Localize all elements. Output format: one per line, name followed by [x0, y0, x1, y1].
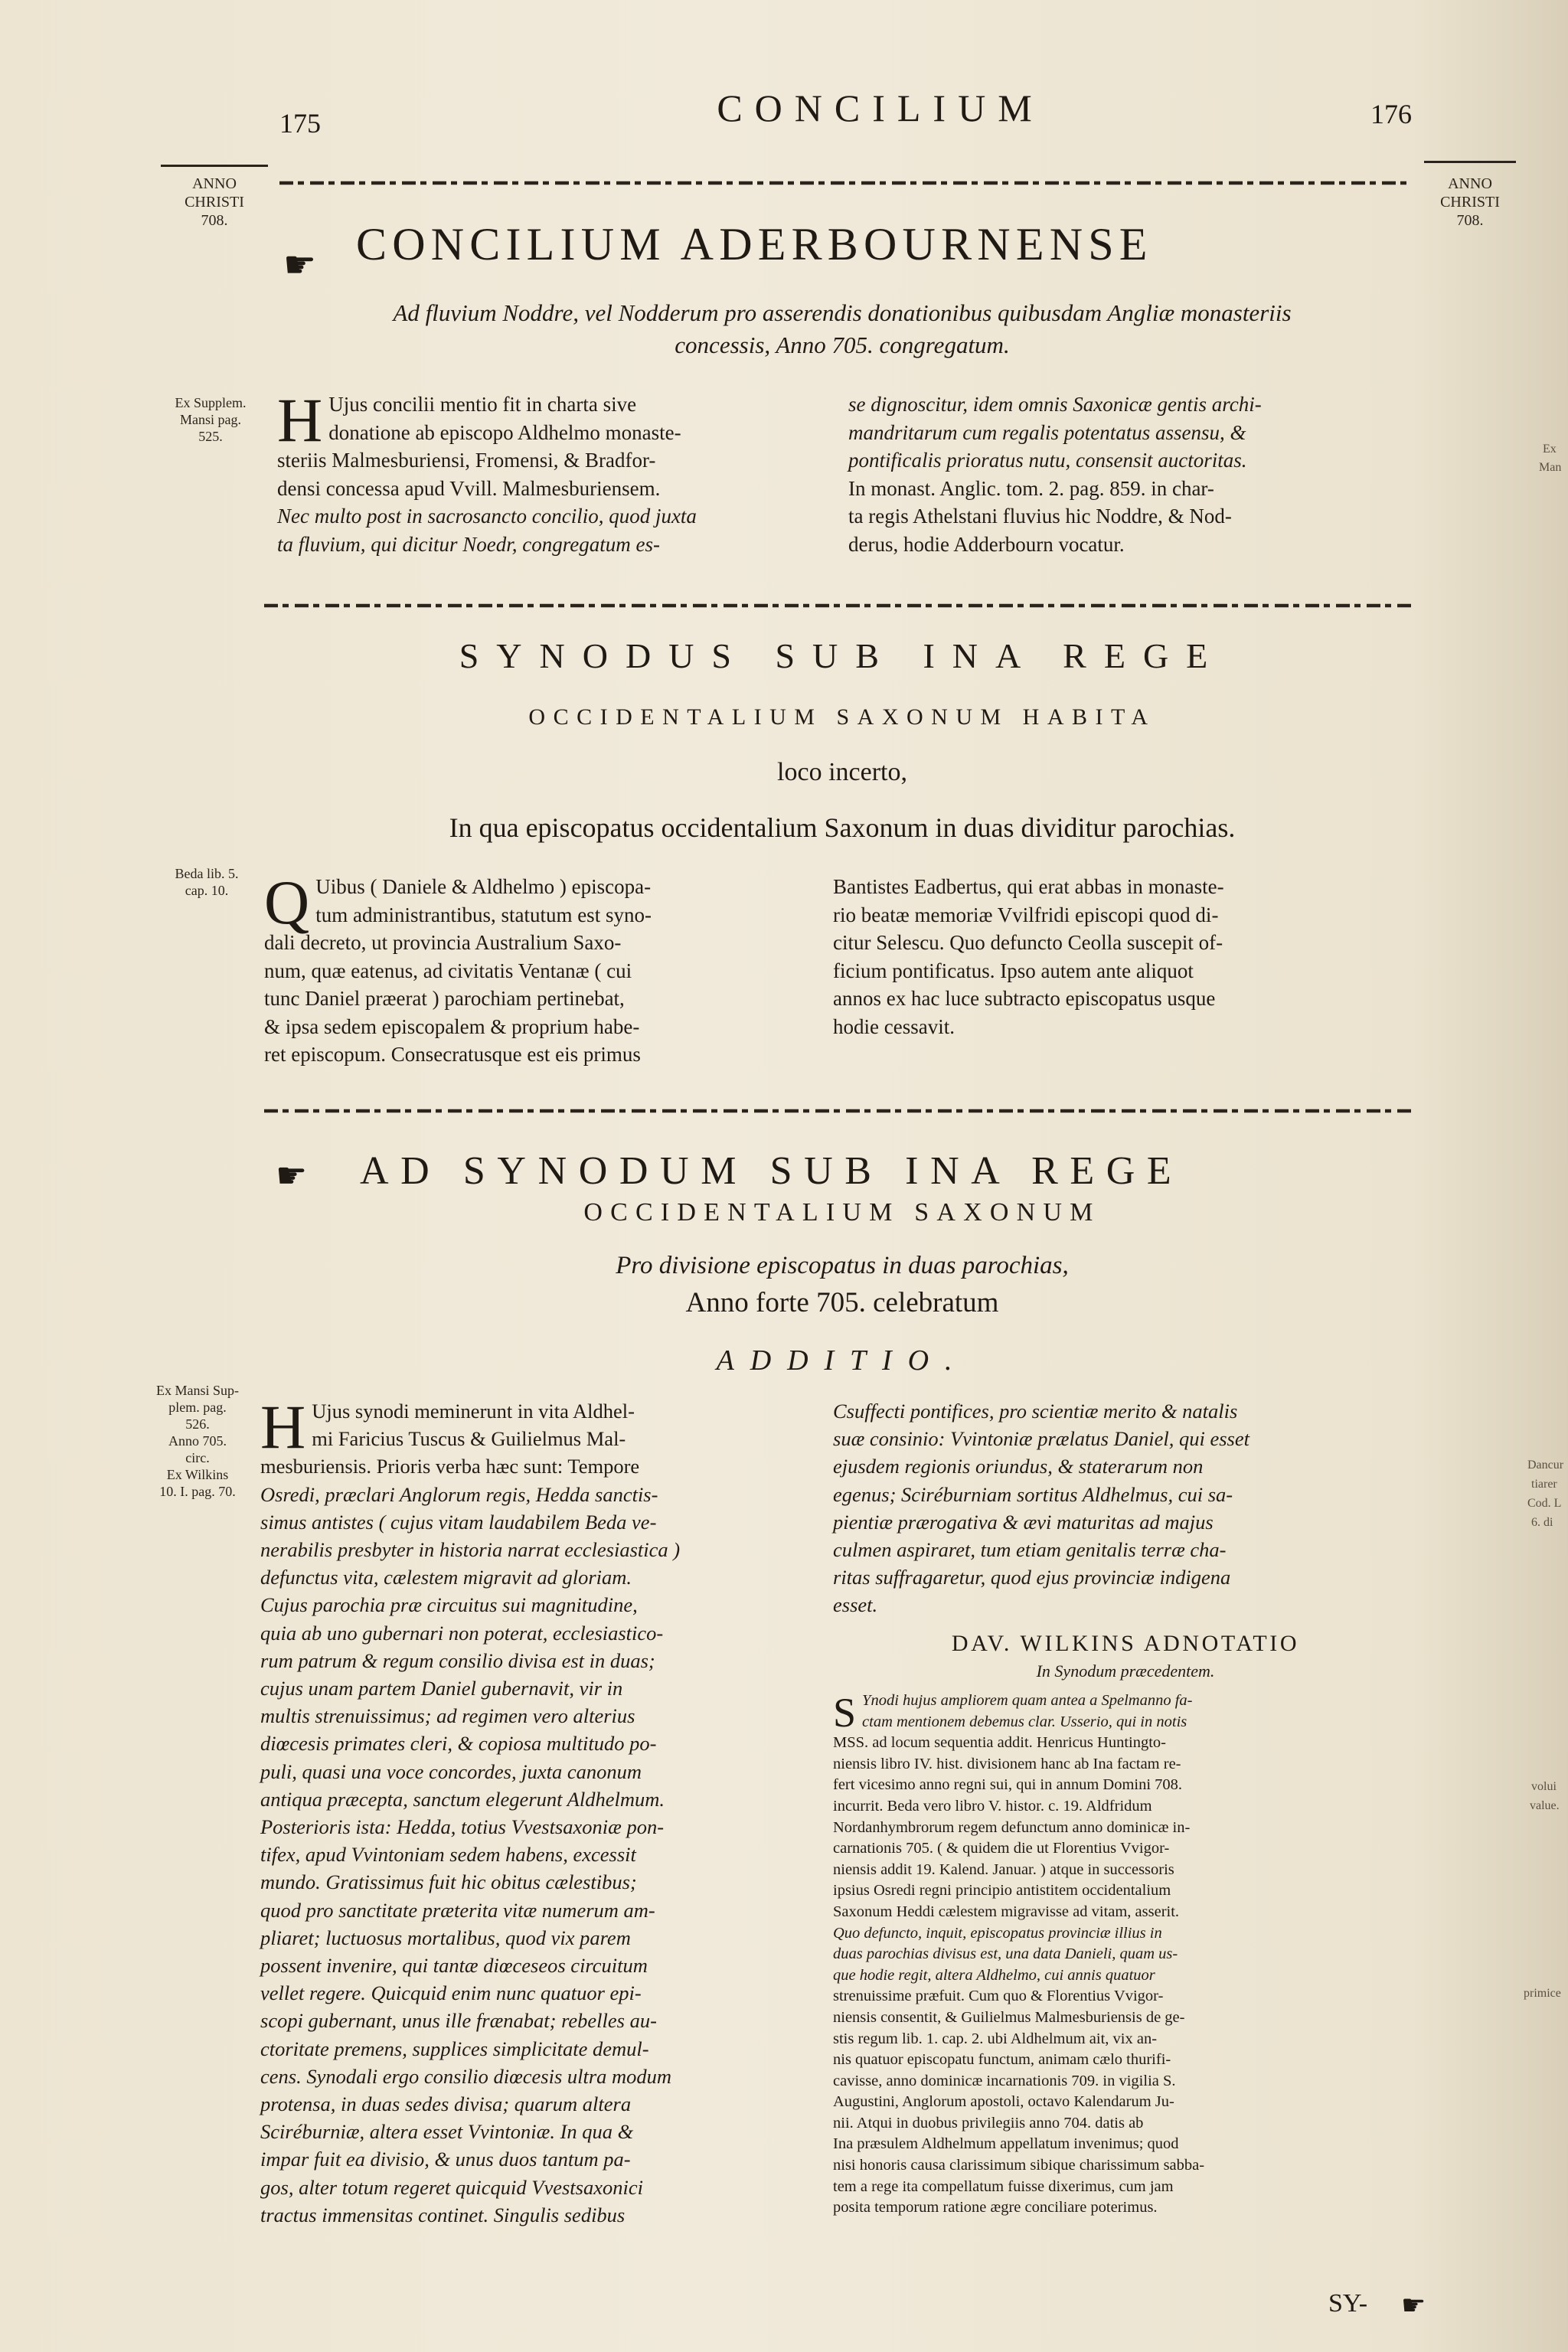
pointing-hand-icon: ☛ [276, 1156, 308, 1195]
section-title: AD SYNODUM SUB INA REGE [360, 1149, 1184, 1193]
section-subtitle: Anno forte 705. celebratum [685, 1287, 999, 1318]
text-column-left [260, 1392, 815, 2229]
christi-label: CHRISTI [185, 194, 244, 211]
text-line: MSS. ad locum sequentia addit. Henricus Huntingto- [833, 1734, 1166, 1752]
drop-cap: Q [264, 867, 310, 937]
margin-note-line: circ. [185, 1450, 210, 1465]
text-line: mandritarum cum regalis potentatus assensu, & [848, 420, 1246, 444]
text-line: rio beatæ memoriæ Vvilfridi episcopi quod di- [833, 903, 1219, 926]
ornament-rule [264, 1102, 1413, 1119]
section-subtitle: OCCIDENTALIUM SAXONUM HABITA [528, 704, 1156, 730]
text-line: Ujus concilii mentio fit in charta sive [328, 393, 637, 416]
text-line: nisi honoris causa clarissimum sibique charissimum sabba- [833, 2157, 1205, 2174]
text-line: donatione ab episcopo Aldhelmo monaste- [328, 420, 681, 444]
drop-cap: H [260, 1392, 306, 1462]
anno-left-margin [161, 175, 268, 230]
section-title: SYNODUS SUB INA REGE [459, 636, 1226, 675]
anno-right-margin [1424, 175, 1516, 230]
edge-note: Dancur [1527, 1459, 1564, 1472]
running-title: CONCILIUM [717, 87, 1044, 129]
section-subtitle: Pro divisione episcopatus in duas parochias, [616, 1252, 1069, 1279]
additio-heading: ADDITIO. [716, 1344, 969, 1377]
text-line: citur Selescu. Quo defuncto Ceolla suscepit of- [833, 931, 1223, 954]
text-line: densi concessa apud Vvill. Malmesburiensem. [277, 476, 661, 500]
text-line: simus antistes ( cujus vitam laudabilem Beda ve- [260, 1510, 657, 1534]
text-line: Osredi, præclari Anglorum regis, Hedda sanctis- [260, 1482, 658, 1506]
text-line: ta fluvium, qui dicitur Noedr, congregatum es- [277, 532, 660, 556]
wilkins-subtitle: In Synodum præcedentem. [1036, 1661, 1215, 1681]
text-line: ejusdem regionis oriundus, & staterarum non [833, 1455, 1204, 1478]
text-line: puli, quasi una voce concordes, juxta canonum [260, 1759, 642, 1783]
ornament-rule [279, 175, 1413, 191]
text-line: impar fuit ea divisio, & unus duos tantum pa- [260, 2148, 631, 2171]
text-line: multis strenuissimus; ad regimen vero alterius [260, 1704, 635, 1728]
edge-note: 6. di [1531, 1516, 1553, 1529]
text-line: cens. Synodali ergo consilio diœcesis ultra modum [260, 2064, 672, 2088]
margin-note-line: 525. [198, 429, 223, 444]
edge-note: Man [1539, 461, 1562, 474]
text-line: pontificalis prioratus nutu, consensit auctoritas. [848, 449, 1247, 472]
text-column-left [264, 867, 815, 1069]
text-line: strenuissime præfuit. Cum quo & Florentius Vvigor- [833, 1988, 1164, 2005]
text-line: carnationis 705. ( & quidem die ut Florentius Vvigor- [833, 1840, 1170, 1857]
year-label: 708. [1456, 212, 1484, 229]
edge-note: Cod. L [1527, 1497, 1562, 1510]
text-line: derus, hodie Adderbourn vocatur. [848, 532, 1125, 556]
text-line: Ina præsulem Aldhelmum appellatum invenimus; quod [833, 2135, 1179, 2153]
pointing-hand-icon: ☛ [1401, 2290, 1426, 2321]
text-line: Nordanhymbrorum regem defunctum anno dominicæ in- [833, 1818, 1191, 1836]
text-line: tunc Daniel præerat ) parochiam pertinebat, [264, 987, 625, 1010]
text-line: se dignoscitur, idem omnis Saxonicæ gentis archi- [848, 393, 1262, 416]
text-line: & ipsa sedem episcopalem & proprium habe- [264, 1014, 640, 1038]
margin-note [129, 1382, 266, 1500]
edge-note: volui [1531, 1780, 1557, 1793]
margin-note-line: Ex Wilkins [166, 1467, 229, 1482]
text-line: pientiæ prærogativa & ævi maturitas ad majus [833, 1510, 1214, 1534]
text-line: gos, alter totum regeret quicquid Vvestsaxonici [260, 2175, 643, 2199]
text-line: tum administrantibus, statutum est syno- [315, 903, 652, 926]
text-line: hodie cessavit. [833, 1014, 955, 1038]
text-line: cavisse, anno dominicæ incarnationis 709. in vigilia S. [833, 2072, 1176, 2089]
text-line: num, quæ eatenus, ad civitatis Ventanæ ( cui [264, 959, 632, 982]
text-line: mesburiensis. Prioris verba hæc sunt: Tempore [260, 1455, 640, 1478]
text-line: rum patrum & regum consilio divisa est in duas; [260, 1648, 655, 1672]
page-number-right: 176 [1370, 99, 1412, 129]
wilkins-notes [833, 1690, 1415, 2219]
margin-note-line: cap. 10. [185, 883, 229, 898]
margin-note-line: Ex Supplem. [175, 395, 247, 410]
text-column-right [848, 390, 1419, 558]
anno-label: ANNO [192, 175, 237, 192]
margin-note-line: Ex Mansi Sup- [156, 1383, 239, 1398]
text-line: stis regum lib. 1. cap. 2. ubi Aldhelmum ait, vix an- [833, 2030, 1158, 2047]
text-line: mundo. Gratissimus fuit hic obitus cælestibus; [260, 1870, 637, 1894]
text-line: duas parochias divisus est, una data Danieli, quam us- [833, 1945, 1178, 1963]
text-line: culmen aspiraret, tum etiam genitalis terræ cha- [833, 1538, 1227, 1562]
text-line: Ujus synodi meminerunt in vita Aldhel- [312, 1400, 635, 1423]
text-line: Posterioris ista: Hedda, totius Vvestsaxoniæ pon- [260, 1815, 665, 1839]
text-line: dali decreto, ut provincia Australium Saxo- [264, 931, 622, 954]
text-line: diœcesis primates cleri, & copiosa multitudo po- [260, 1732, 657, 1756]
text-line: ctoritate premens, supplices simplicitate demul- [260, 2037, 649, 2060]
text-line: mi Faricius Tuscus & Guilielmus Mal- [312, 1427, 626, 1451]
christi-label: CHRISTI [1440, 194, 1500, 211]
text-line: possent invenire, qui tantæ diœceseos circuitum [260, 1954, 648, 1978]
text-line: defunctus vita, cælestem migravit ad gloriam. [260, 1566, 632, 1589]
text-line: Ynodi hujus ampliorem quam antea a Spelmanno fa- [862, 1692, 1193, 1709]
text-line: ta regis Athelstani fluvius hic Noddre, & Nod- [848, 505, 1232, 528]
drop-cap: S [833, 1690, 857, 1736]
text-line: Sciréburniæ, altera esset Vvintoniæ. In qua & [260, 2120, 634, 2144]
text-line: ctam mentionem debemus clar. Usserio, qui in notis [862, 1713, 1187, 1730]
text-line: Bantistes Eadbertus, qui erat abbas in monaste- [833, 875, 1224, 898]
text-line: antiqua præcepta, sanctum elegerunt Aldhelmum. [260, 1787, 665, 1811]
text-line: In monast. Anglic. tom. 2. pag. 859. in char- [848, 476, 1214, 500]
edge-note: tiarer [1531, 1478, 1557, 1491]
text-line: Cujus parochia præ circuitus sui magnitudine, [260, 1593, 638, 1617]
text-line: annos ex hac luce subtracto episcopatus usque [833, 987, 1216, 1010]
text-line: quod pro sanctitate præterita vitæ numerum am- [260, 1898, 655, 1922]
margin-note-line: Anno 705. [168, 1433, 227, 1449]
text-line: nerabilis presbyter in historia narrat ecclesiastica ) [260, 1538, 681, 1562]
section-subtitle: loco incerto, [777, 758, 907, 786]
section-subtitle: OCCIDENTALIUM SAXONUM [583, 1198, 1101, 1227]
anno-label: ANNO [1448, 175, 1492, 192]
page-number-left: 175 [279, 108, 321, 139]
text-column-left [277, 385, 828, 558]
ornament-rule [264, 597, 1413, 614]
text-line: tifex, apud Vvintoniam sedem habens, excessit [260, 1843, 636, 1867]
section-subtitle [260, 297, 1424, 361]
drop-cap: H [277, 385, 323, 455]
pointing-hand-icon: ☛ [283, 245, 317, 286]
text-line: quia ab uno gubernari non poterat, ecclesiastico- [260, 1621, 664, 1645]
text-line: tem a rege ita compellatum fuisse dixerimus, cum jam [833, 2177, 1174, 2195]
text-line: incurrit. Beda vero libro V. histor. c. 19. Aldfridum [833, 1797, 1152, 1815]
margin-note-line: Beda lib. 5. [175, 866, 239, 881]
catchword: SY- [1328, 2289, 1368, 2318]
margin-note-line: 526. [185, 1416, 210, 1432]
text-line: nis quatuor episcopatu functum, animam cælo thurifi- [833, 2051, 1171, 2069]
margin-note-line: plem. pag. [168, 1400, 227, 1415]
text-line: Nec multo post in sacrosancto concilio, quod juxta [277, 505, 697, 528]
text-line: Augustini, Anglorum apostoli, octavo Kalendarum Ju- [833, 2093, 1174, 2111]
edge-note: Ex [1543, 443, 1557, 456]
edge-note: value. [1530, 1799, 1560, 1812]
subtitle-line: Ad fluvium Noddre, vel Nodderum pro asserendis donationibus quibusdam Angliæ monasteriis [393, 299, 1292, 326]
header-line [161, 165, 268, 167]
text-line: niensis addit 19. Kalend. Januar. ) atque in successoris [833, 1860, 1174, 1878]
text-line: niensis libro IV. hist. divisionem hanc ab Ina factam re- [833, 1755, 1181, 1772]
text-line: fert vicesimo anno regni sui, qui in annum Domini 708. [833, 1776, 1183, 1794]
text-line: ipsius Osredi regni principio antistitem occidentalium [833, 1882, 1171, 1900]
text-line: scopi gubernant, unus ille frænabat; rebelles au- [260, 2009, 657, 2033]
text-line: tractus immensitas continet. Singulis sedibus [260, 2203, 626, 2226]
margin-note-line: Mansi pag. [180, 412, 241, 427]
text-line: ritas suffragaretur, quod ejus provinciæ indigena [833, 1566, 1231, 1589]
text-line: Quo defuncto, inquit, episcopatus provinciæ illius in [833, 1924, 1162, 1942]
header-line-right [1424, 161, 1516, 163]
wilkins-title: DAV. WILKINS ADNOTATIO [951, 1631, 1300, 1656]
text-line: esset. [833, 1593, 878, 1617]
margin-note-line: 10. I. pag. 70. [159, 1484, 236, 1499]
edge-note: primice [1524, 1987, 1561, 2000]
text-line: cujus unam partem Daniel gubernavit, vir in [260, 1677, 623, 1700]
margin-note [149, 394, 272, 445]
text-line: que hodie regit, altera Aldhelmo, cui annis quatuor [833, 1966, 1155, 1984]
subtitle-line: concessis, Anno 705. congregatum. [675, 332, 1010, 358]
text-line: protensa, in duas sedes divisa; quarum altera [260, 2092, 632, 2116]
margin-note [142, 865, 272, 899]
text-line: egenus; Sciréburniam sortitus Aldhelmus, cui sa- [833, 1482, 1233, 1506]
section-subtitle: In qua episcopatus occidentalium Saxonum in duas dividitur parochias. [449, 812, 1236, 843]
text-column-right [833, 873, 1415, 1040]
section-title: CONCILIUM ADERBOURNENSE [356, 219, 1153, 270]
text-line: posita temporum ratione ægre conciliare poterimus. [833, 2199, 1158, 2216]
text-line: Csuffecti pontifices, pro scientiæ merito & natalis [833, 1400, 1238, 1423]
text-line: suæ consinio: Vvintoniæ prælatus Daniel, qui esset [833, 1427, 1250, 1451]
text-column-right [833, 1397, 1415, 1619]
text-line: nii. Atqui in duobus privilegiis anno 704. datis ab [833, 2114, 1144, 2132]
text-line: steriis Malmesburiensi, Fromensi, & Bradfor- [277, 449, 656, 472]
year-label: 708. [201, 212, 228, 229]
text-line: Uibus ( Daniele & Aldhelmo ) episcopa- [315, 875, 652, 898]
text-line: vellet regere. Quicquid enim nunc quatuor epi- [260, 1981, 642, 2005]
text-line: Saxonum Heddi cælestem migravisse ad vitam, asserit. [833, 1903, 1180, 1920]
text-line: ret episcopum. Consecratusque est eis primus [264, 1043, 641, 1066]
text-line: pliaret; luctuosus mortalibus, quod vix parem [260, 1926, 631, 1949]
text-line: ficium pontificatus. Ipso autem ante aliquot [833, 959, 1194, 982]
text-line: niensis consentit, & Guilielmus Malmesburiensis de ge- [833, 2008, 1185, 2026]
